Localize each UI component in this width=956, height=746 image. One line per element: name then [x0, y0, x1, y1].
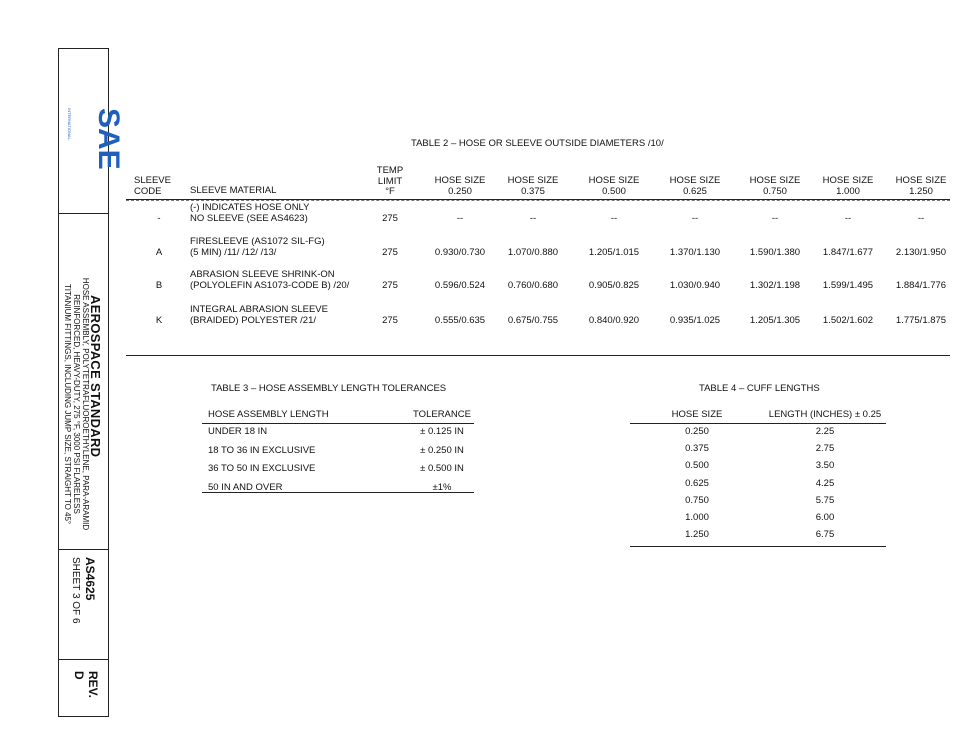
- table2-cell-value: 0.905/0.825: [588, 280, 640, 291]
- table2-header-code: [134, 176, 184, 197]
- table2-cell-value: 1.370/1.130: [669, 247, 721, 258]
- table4-caption: TABLE 4 – CUFF LENGTHS: [699, 383, 820, 394]
- header-text: 0.250: [448, 185, 472, 197]
- table2-header-size: [818, 176, 878, 197]
- table3-bottom-rule: [202, 492, 474, 493]
- divider: [59, 659, 108, 660]
- table4-cell-size: 0.375: [685, 443, 709, 455]
- table2-cell-value: 1.847/1.677: [822, 247, 874, 258]
- material-line: FIRESLEEVE (AS1072 SIL-FG): [190, 236, 325, 247]
- header-text: CODE: [134, 185, 162, 197]
- table2-cell-value: --: [529, 213, 537, 224]
- table2-cell-temp: 275: [382, 280, 398, 291]
- table4-cell-size: 0.625: [685, 477, 709, 489]
- table4-header-size: HOSE SIZE: [671, 409, 723, 420]
- table3-cell-tolerance: ± 0.250 IN: [420, 444, 464, 456]
- table2-cell-value: 0.930/0.730: [434, 247, 486, 258]
- table2-cell-value: 0.675/0.755: [507, 315, 559, 326]
- header-text: °F: [385, 186, 395, 197]
- table2-bottom-rule: [126, 355, 950, 356]
- table4-cell-length: 6.75: [815, 529, 835, 541]
- material-line: INTEGRAL ABRASION SLEEVE: [190, 304, 328, 315]
- material-line: ABRASION SLEEVE SHRINK-ON: [190, 269, 335, 280]
- table2-cell-value: 1.030/0.940: [669, 280, 721, 291]
- table2-cell-value: 0.596/0.524: [434, 280, 486, 291]
- title-block: [58, 48, 125, 717]
- revision-value: D: [72, 671, 86, 680]
- header-text: 0.500: [602, 185, 626, 197]
- table2-cell-value: --: [771, 213, 779, 224]
- table2-cell-value: 1.884/1.776: [895, 280, 947, 291]
- sheet-number: SHEET 3 OF 6: [70, 557, 81, 624]
- table2-cell-value: 0.555/0.635: [434, 315, 486, 326]
- table2-cell-material: [190, 305, 328, 326]
- header-text: HOSE SIZE: [507, 175, 559, 186]
- table4-header-length: LENGTH (INCHES) ± 0.25: [768, 409, 882, 420]
- table3-caption: TABLE 3 – HOSE ASSEMBLY LENGTH TOLERANCES: [211, 383, 447, 394]
- table2-caption: TABLE 2 – HOSE OR SLEEVE OUTSIDE DIAMETERS /10/: [411, 138, 664, 149]
- logo-text: SAE: [92, 108, 125, 170]
- table4-cell-length: 4.25: [815, 477, 835, 489]
- table2-cell-value: 1.502/1.602: [822, 315, 874, 326]
- material-line: (BRAIDED) POLYESTER /21/: [190, 314, 316, 326]
- table2-cell-value: 1.205/1.305: [749, 315, 801, 326]
- material-line: (-) INDICATES HOSE ONLY: [190, 202, 310, 213]
- header-text: SLEEVE: [134, 175, 171, 186]
- document-number: AS4625: [83, 557, 97, 601]
- table2-cell-value: --: [691, 213, 699, 224]
- table3-cell-length: UNDER 18 IN: [208, 426, 268, 437]
- table2-header-size: [584, 176, 644, 197]
- header-text: 1.000: [836, 185, 860, 197]
- divider: [59, 213, 108, 214]
- table2-cell-code: B: [155, 280, 163, 291]
- table4-cell-size: 1.000: [685, 512, 709, 523]
- table2-cell-value: 1.070/0.880: [507, 247, 559, 258]
- table2-header-size: [665, 176, 725, 197]
- table3-cell-tolerance: ± 0.125 IN: [420, 426, 464, 437]
- table2-cell-code: -: [157, 213, 161, 224]
- table2-cell-value: 1.590/1.380: [749, 247, 801, 258]
- header-text: HOSE SIZE: [669, 175, 721, 186]
- table3-header-tolerance: TOLERANCE: [413, 409, 471, 420]
- table2-header-size: [745, 176, 805, 197]
- table2-header-size: [891, 176, 951, 197]
- header-text: HOSE SIZE: [749, 175, 801, 186]
- table4-header-rule: [630, 423, 886, 424]
- table2-cell-temp: 275: [382, 315, 398, 326]
- material-line: NO SLEEVE (SEE AS4623): [190, 212, 308, 224]
- header-text: HOSE SIZE: [434, 175, 486, 186]
- table2-cell-value: 0.840/0.920: [588, 315, 640, 326]
- table2-cell-material: [190, 270, 349, 291]
- table2-cell-value: 2.130/1.950: [895, 247, 947, 258]
- table4-cell-length: 6.00: [815, 512, 835, 523]
- header-text: 0.375: [521, 185, 545, 197]
- table3-cell-length: 36 TO 50 IN EXCLUSIVE: [208, 463, 316, 474]
- description-line: HOSE ASSEMBLY, POLYTETRAFLUOROETHYLENE, PARA-ARAMID: [81, 277, 90, 531]
- table2-cell-value: 0.935/1.025: [669, 315, 721, 326]
- table3-cell-length: 18 TO 36 IN EXCLUSIVE: [208, 444, 316, 456]
- standard-description: [63, 249, 90, 559]
- table2-header-size: [430, 176, 490, 197]
- table4-cell-length: 2.75: [815, 443, 835, 455]
- table4-cell-length: 5.75: [815, 494, 835, 506]
- table2-cell-value: --: [917, 213, 925, 224]
- header-text: TEMP: [376, 165, 404, 176]
- table3-cell-tolerance: ± 0.500 IN: [420, 463, 464, 474]
- header-text: 0.750: [763, 185, 787, 197]
- table3-cell-length: 50 IN AND OVER: [208, 481, 283, 493]
- table2-header-temp: [365, 166, 415, 198]
- table2-cell-value: --: [610, 213, 618, 224]
- table2-cell-material: [190, 237, 325, 258]
- header-text: HOSE SIZE: [588, 175, 640, 186]
- table3-cell-tolerance: ±1%: [432, 481, 452, 493]
- table2-cell-temp: 275: [382, 247, 398, 258]
- table2-header-material: SLEEVE MATERIAL: [190, 185, 277, 196]
- table2-cell-value: 1.205/1.015: [588, 247, 640, 258]
- table4-cell-size: 0.500: [685, 460, 709, 472]
- header-text: 0.625: [683, 185, 707, 197]
- table2-header-size: [503, 176, 563, 197]
- header-text: LIMIT: [377, 175, 403, 187]
- table2-cell-value: --: [844, 213, 852, 224]
- table3-header-rule: [202, 423, 474, 424]
- table3-header-length: HOSE ASSEMBLY LENGTH: [208, 409, 329, 420]
- header-text: 1.250: [909, 185, 933, 197]
- table2-cell-code: K: [155, 315, 163, 326]
- description-line: TITANIUM FITTINGS, INCLUDING JUMP SIZE, STRAIGHT TO 45°: [63, 283, 72, 525]
- table4-cell-size: 1.250: [685, 529, 709, 541]
- table2-cell-material: [190, 203, 309, 224]
- table2-cell-value: --: [456, 213, 464, 224]
- material-line: (5 MIN) /11/ /12/ /13/: [190, 246, 277, 258]
- table2-cell-code: A: [155, 247, 163, 258]
- revision-label: REV.: [86, 671, 100, 698]
- header-text: HOSE SIZE: [822, 175, 874, 186]
- standard-label: AEROSPACE STANDARD: [88, 295, 103, 458]
- table2-cell-temp: 275: [382, 213, 398, 224]
- table4-bottom-rule: [630, 546, 886, 547]
- description-line: REINFORCED, HEAVY-DUTY, 275 °F, 3000 PSI FLARELESS: [72, 294, 81, 514]
- material-line: (POLYOLEFIN AS1073-CODE B) /20/: [190, 279, 350, 291]
- sae-logo: [61, 104, 125, 170]
- table4-cell-length: 3.50: [815, 460, 835, 472]
- table4-cell-size: 0.250: [685, 426, 709, 437]
- table2-cell-value: 1.599/1.495: [822, 280, 874, 291]
- header-text: HOSE SIZE: [895, 175, 947, 186]
- table2-cell-value: 0.760/0.680: [507, 280, 559, 291]
- table2-header-dashes: [126, 200, 950, 201]
- table4-cell-length: 2.25: [815, 426, 835, 437]
- table2-cell-value: 1.302/1.198: [749, 280, 801, 291]
- table2-cell-value: 1.775/1.875: [895, 315, 947, 326]
- logo-subtext: INTERNATIONAL.: [67, 108, 72, 141]
- table4-cell-size: 0.750: [685, 494, 709, 506]
